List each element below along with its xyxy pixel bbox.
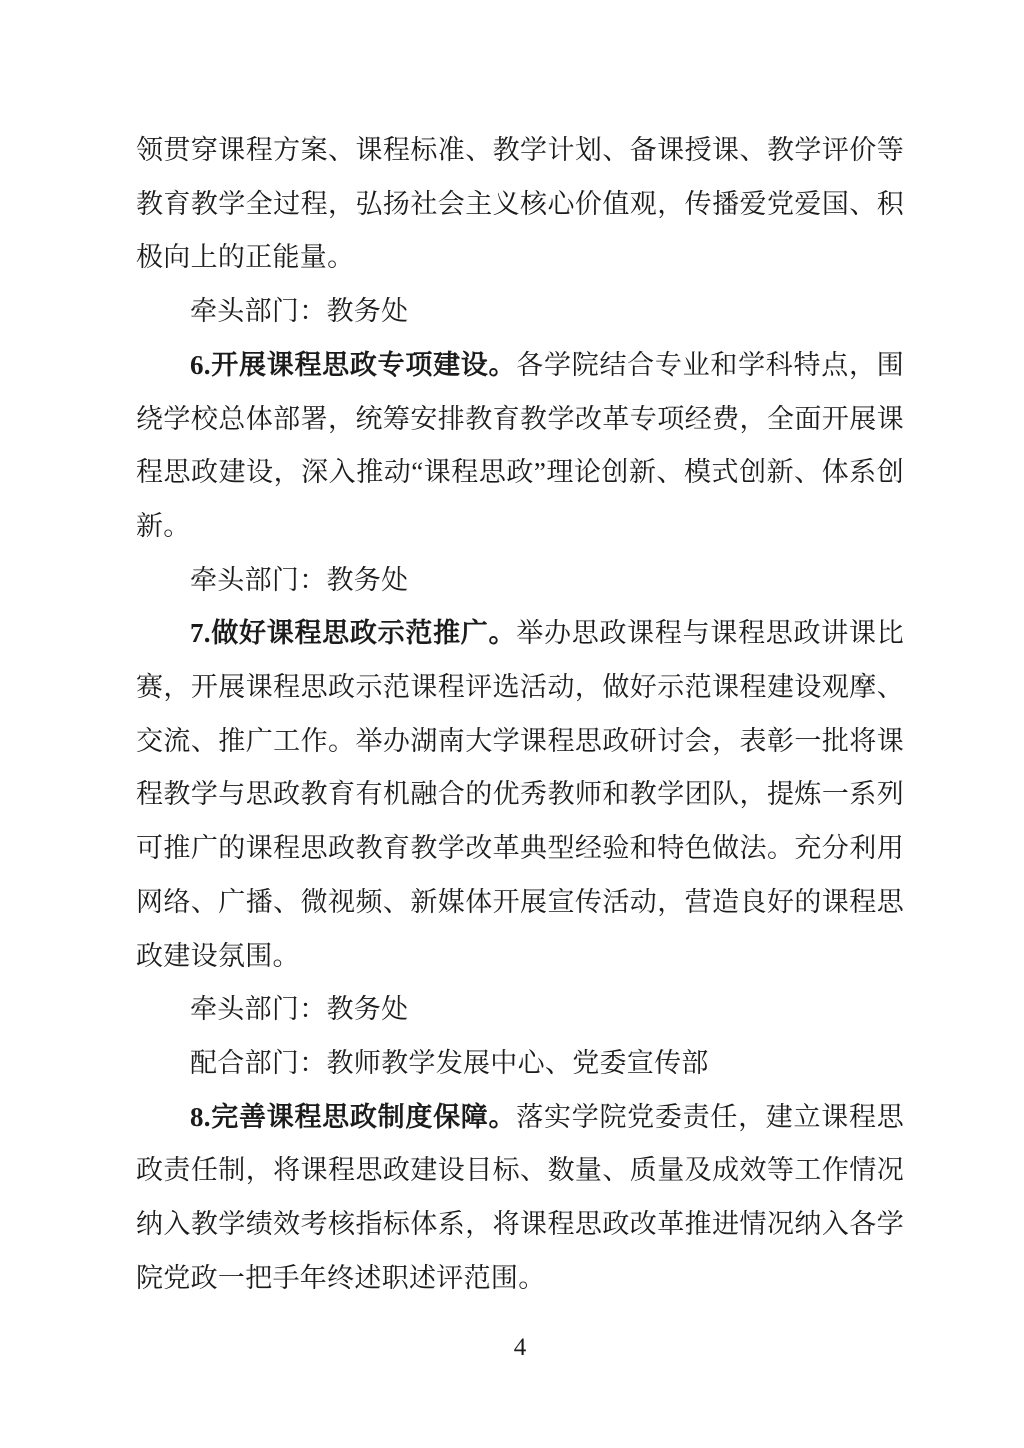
item-7-heading: 7.做好课程思政示范推广。 [190, 618, 517, 649]
lead-department-line-3: 牵头部门：教务处 [190, 994, 409, 1025]
paragraph-continuation: 领贯穿课程方案、课程标准、教学计划、备课授课、教学评价等教育教学全过程，弘扬社会主义核心价值观，传播爱党爱国、积极向上的正能量。 [136, 135, 904, 273]
item-8-body: 落实学院党委责任，建立课程思政责任制，将课程思政建设目标、数量、质量及成效等工作情况纳入教学绩效考核指标体系，将课程思政改革推进情况纳入各学院党政一把手年终述职述评范围。 [136, 1101, 904, 1293]
item-6-heading: 6.开展课程思政专项建设。 [190, 349, 517, 380]
page-number: 4 [513, 1334, 527, 1361]
numbered-item-6 [136, 339, 904, 554]
item-7-body: 举办思政课程与课程思政讲课比赛，开展课程思政示范课程评选活动，做好示范课程建设观摩、交流、推广工作。举办湖南大学课程思政研讨会，表彰一批将课程教学与思政教育有机融合的优秀教师和教学团队，提炼一系列可推广的课程思政教育教学改革典型经验和特色做法。充分利用网络、广播、微视频、新媒体开展宣传活动，营造良好的课程思政建设氛围。 [136, 618, 904, 971]
item-8-heading: 8.完善课程思政制度保障。 [190, 1101, 517, 1132]
numbered-item-7 [136, 607, 904, 983]
lead-department-line-2: 牵头部门：教务处 [190, 564, 409, 595]
lead-department-line-1: 牵头部门：教务处 [190, 296, 409, 327]
numbered-item-8 [136, 1091, 904, 1306]
item-6-body: 各学院结合专业和学科特点，围绕学校总体部署，统筹安排教育教学改革专项经费，全面开展课程思政建设，深入推动“课程思政”理论创新、模式创新、体系创新。 [136, 349, 904, 541]
support-department-line: 配合部门：教师教学发展中心、党委宣传部 [190, 1047, 709, 1078]
document-body [136, 124, 904, 1305]
